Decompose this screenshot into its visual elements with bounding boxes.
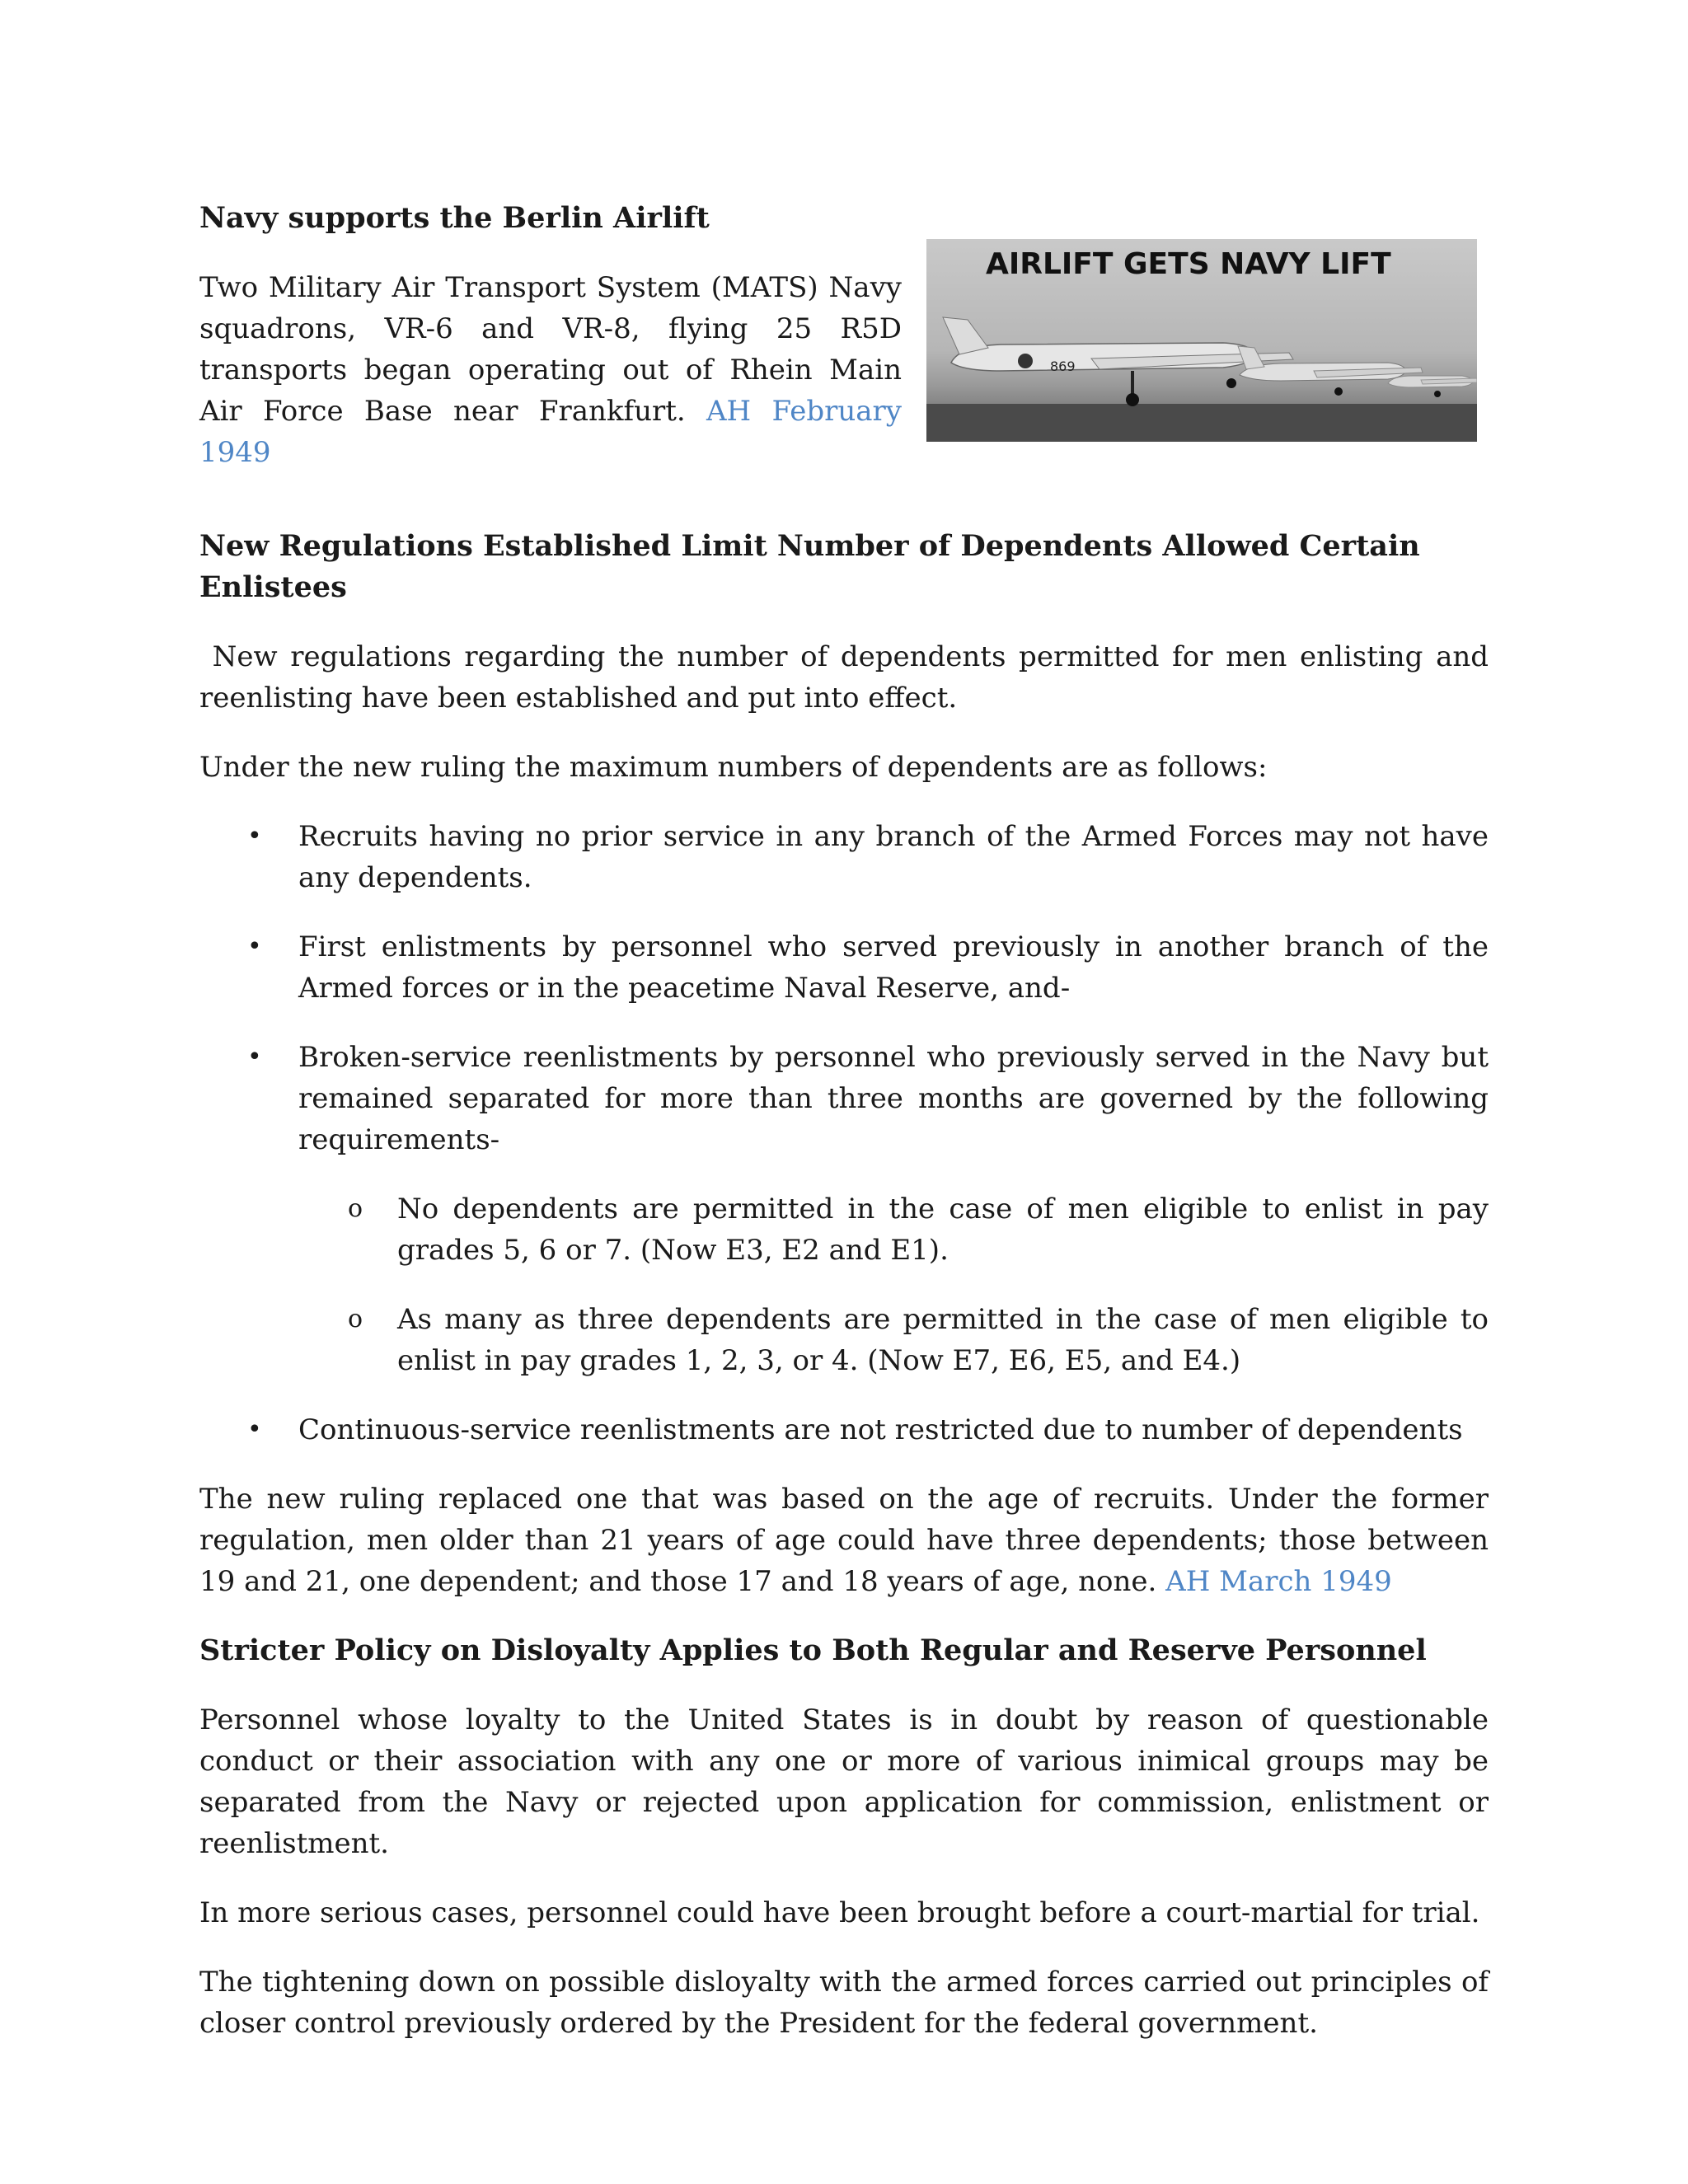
sublist-item — [298, 1299, 1489, 1381]
list-item — [199, 926, 1489, 1009]
source-link-feb-1949[interactable]: AH February 1949 — [199, 395, 903, 469]
photo-headline: AIRLIFT GETS NAVY LIFT — [986, 247, 1391, 281]
list-item-text: First enlistments by personnel who served previously in another branch of the Armed forces or in the peacetime Naval Reserve, and- — [298, 930, 1489, 1005]
bullet-icon: • — [247, 932, 262, 961]
bullet-icon: • — [247, 1415, 262, 1444]
list-item — [199, 1037, 1489, 1381]
sublist-item — [298, 1188, 1489, 1271]
section-berlin-airlift — [199, 198, 1489, 469]
document-page — [199, 198, 1498, 2044]
heading-dependents: New Regulations Established Limit Number of Dependents Allowed Certain Enlistees — [199, 529, 1420, 604]
section-dependents — [199, 526, 1498, 1602]
paragraph-dependents-intro: New regulations regarding the number of dependents permitted for men enlisting and reenlisting have been established and put into effect. — [199, 640, 1498, 715]
paragraph-disloyalty-2: In more serious cases, personnel could have been brought before a court-martial for trial. — [199, 1896, 1480, 1929]
list-item-text: Continuous-service reenlistments are not restricted due to number of dependents — [298, 1413, 1463, 1446]
list-item — [199, 1409, 1489, 1451]
sub-bullet-icon: o — [348, 1305, 363, 1333]
section-disloyalty — [199, 1630, 1489, 2044]
sub-bullet-icon: o — [348, 1194, 363, 1223]
paragraph-dependents-closing: The new ruling replaced one that was based on the age of recruits. Under the former regulation, men older than 21 years of age could have three dependents; those between 19 and 21, one dependent; and those 17 and 18 years of age, none. AH March 1949 — [199, 1483, 1489, 1598]
sublist-item-text: As many as three dependents are permitted in the case of men eligible to enlist in pay grades 1, 2, 3, or 4. (Now E7, E6, E5, and E4.) — [397, 1303, 1489, 1377]
dependents-list — [199, 816, 1489, 1451]
bullet-icon: • — [247, 822, 262, 851]
bullet-icon: • — [247, 1043, 262, 1071]
heading-berlin-airlift: Navy supports the Berlin Airlift — [199, 201, 710, 235]
airlift-newspaper-photo — [926, 239, 1477, 442]
paragraph-airlift: Two Military Air Transport System (MATS) Navy squadrons, VR-6 and VR-8, flying 25 R5D transports began operating out of Rhein Main Air Force Base near Frankfurt. AH February 1949 — [199, 271, 903, 469]
list-item — [199, 816, 1489, 898]
paragraph-disloyalty-1: Personnel whose loyalty to the United States is in doubt by reason of questionable conduct or their association with any one or more of various inimical groups may be separated from the Navy or rejected upon application for commission, enlistment or reenlistment. — [199, 1704, 1489, 1860]
list-item-text: Recruits having no prior service in any branch of the Armed Forces may not have any dependents. — [298, 820, 1489, 894]
list-item-text: Broken-service reenlistments by personnel who previously served in the Navy but remained separated for more than three months are governed by the following requirements- — [298, 1041, 1489, 1156]
source-link-mar-1949[interactable]: AH March 1949 — [1165, 1565, 1392, 1598]
requirements-sublist — [298, 1188, 1489, 1381]
plane-tail-number: 869 — [1050, 359, 1076, 374]
sublist-item-text: No dependents are permitted in the case of men eligible to enlist in pay grades 5, 6 or 7. (Now E3, E2 and E1). — [397, 1193, 1489, 1267]
paragraph-disloyalty-3: The tightening down on possible disloyalty with the armed forces carried out principles of closer control previously ordered by the President for the federal government. — [199, 1966, 1489, 2040]
paragraph-dependents-lead: Under the new ruling the maximum numbers of dependents are as follows: — [199, 751, 1268, 784]
heading-disloyalty: Stricter Policy on Disloyalty Applies to Both Regular and Reserve Personnel — [199, 1633, 1427, 1667]
